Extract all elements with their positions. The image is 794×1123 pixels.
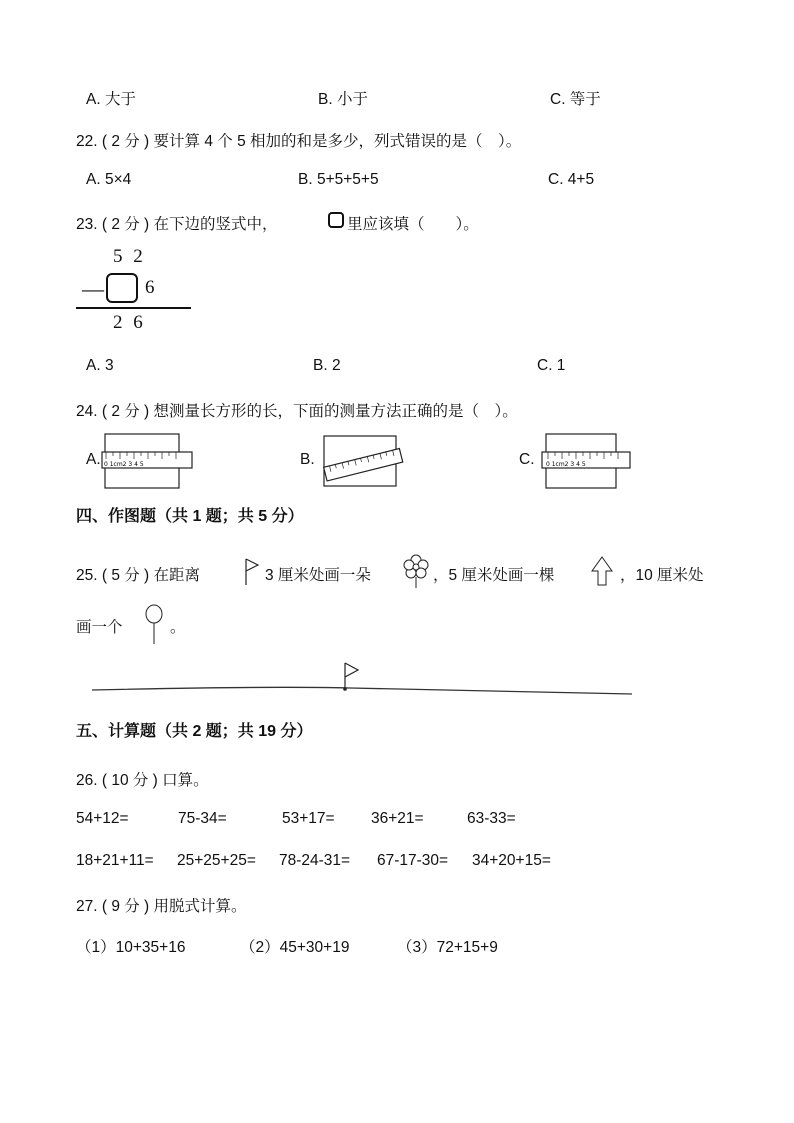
q23-option-a: A. 3	[86, 357, 114, 374]
mental-math-item: 75-34=	[178, 810, 227, 827]
q22-option-b: B. 5+5+5+5	[298, 171, 379, 188]
q25-text-3: ，5 厘米处画一棵	[433, 567, 555, 584]
vertical-second-digit: 6	[145, 277, 155, 298]
q22-stem: 22. ( 2 分 ) 要计算 4 个 5 相加的和是多少，列式错误的是（ ）。	[76, 133, 522, 150]
q24-stem: 24. ( 2 分 ) 想测量长方形的长，下面的测量方法正确的是（ ）。	[76, 403, 518, 420]
mental-math-item: 34+20+15=	[472, 852, 551, 869]
mental-math-item: 36+21=	[371, 810, 424, 827]
mental-math-item: 53+17=	[282, 810, 335, 827]
vertical-rule	[76, 307, 191, 309]
q21-option-b: B. 小于	[318, 91, 368, 108]
step-calc-item-2: （2）45+30+19	[240, 939, 350, 956]
ruler-measure-c-image	[540, 432, 632, 490]
q25-text-4: ，10 厘米处	[620, 567, 704, 584]
flower-icon	[401, 553, 431, 589]
ruler-measure-a-image	[100, 432, 195, 490]
mental-math-item: 78-24-31=	[279, 852, 351, 869]
svg-text:0 1cm2 3 4 5: 0 1cm2 3 4 5	[104, 461, 144, 468]
svg-text:0 1cm2 3 4 5: 0 1cm2 3 4 5	[546, 461, 586, 468]
q23-option-c: C. 1	[537, 357, 566, 374]
ruler-measure-b-image	[320, 432, 405, 490]
q25-text-6: 。	[170, 619, 186, 636]
q25-text-2: 3 厘米处画一朵	[265, 567, 371, 584]
drawing-baseline	[90, 660, 635, 696]
tree-icon	[590, 555, 614, 587]
section-5-title: 五、计算题（共 2 题；共 19 分）	[76, 723, 313, 740]
mental-math-item: 18+21+11=	[76, 852, 154, 869]
q23-stem-before: 23. ( 2 分 ) 在下边的竖式中，	[76, 216, 278, 233]
q22-option-c: C. 4+5	[548, 171, 595, 188]
q24-option-a: A.	[86, 451, 101, 468]
mental-math-item: 54+12=	[76, 810, 129, 827]
step-calc-item-1: （1）10+35+16	[76, 939, 186, 956]
q25-text-1: 25. ( 5 分 ) 在距离	[76, 567, 201, 584]
baseline-flag	[345, 663, 358, 677]
minus-sign: —	[82, 276, 104, 301]
q24-option-c: C.	[519, 451, 535, 468]
step-calc-item-3: （3）72+15+9	[397, 939, 498, 956]
vertical-result: 2 6	[113, 312, 146, 333]
baseline-start-point	[343, 687, 347, 691]
mental-math-item: 25+25+25=	[177, 852, 256, 869]
q22-option-a: A. 5×4	[86, 171, 132, 188]
q23-option-b: B. 2	[313, 357, 341, 374]
q21-option-a: A. 大于	[86, 91, 136, 108]
q23-stem-after: 里应该填（ ）。	[347, 216, 479, 233]
flag-icon	[242, 557, 262, 587]
q21-option-c: C. 等于	[550, 91, 601, 108]
section-4-title: 四、作图题（共 1 题；共 5 分）	[76, 508, 304, 525]
vertical-top-number: 5 2	[113, 246, 146, 267]
answer-box	[106, 273, 138, 303]
mental-math-item: 63-33=	[467, 810, 516, 827]
mental-math-item: 67-17-30=	[377, 852, 449, 869]
balloon-icon	[142, 603, 166, 645]
q27-stem: 27. ( 9 分 ) 用脱式计算。	[76, 898, 247, 915]
q26-stem: 26. ( 10 分 ) 口算。	[76, 772, 209, 789]
q24-option-b: B.	[300, 451, 315, 468]
blank-box-icon	[328, 212, 344, 228]
q25-text-5: 画一个	[76, 619, 123, 636]
